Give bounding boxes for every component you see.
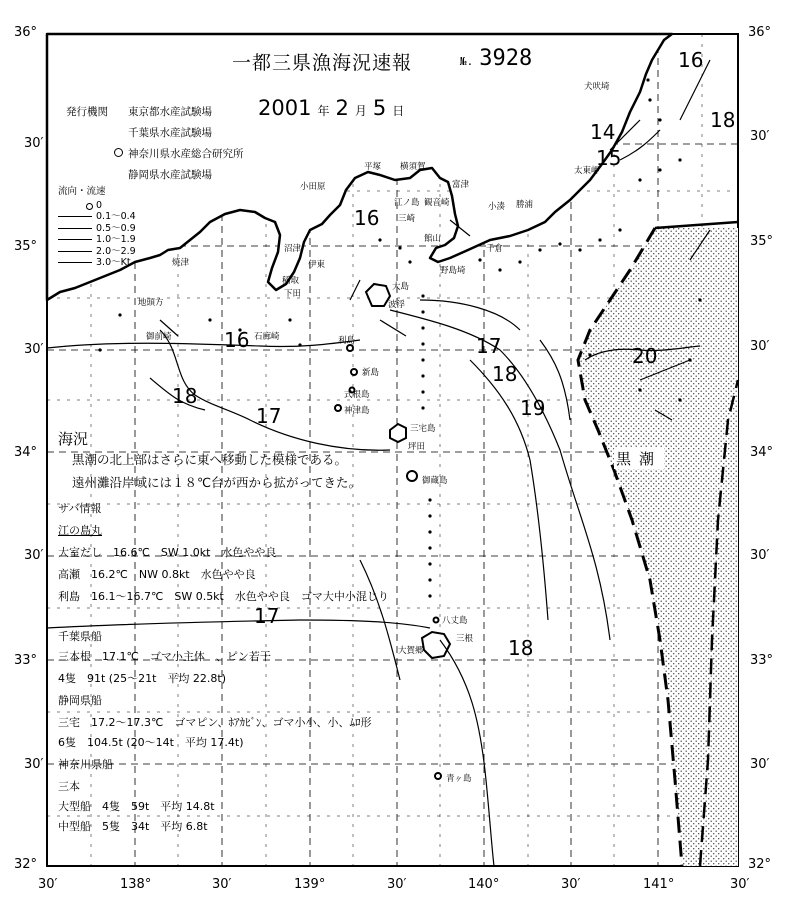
report-line: 遠州灘沿岸域には１８℃台が西から拡がってきた。 [72, 475, 362, 490]
lat-label-left-36: 36° [14, 25, 38, 40]
isotherm-label: 16 [354, 206, 380, 230]
place-label: 新島 [362, 368, 380, 378]
report-line: 中型船 5隻 34t 平均 6.8t [58, 820, 208, 833]
place-label: 江ノ島 [394, 198, 420, 208]
legend-value: 0.1～0.4 [96, 211, 136, 222]
isotherm-label: 17 [256, 404, 282, 428]
place-label: 坪田 [408, 442, 426, 452]
report-line: サバ情報 [58, 502, 102, 515]
place-label: 御前崎 [146, 332, 172, 342]
lon-label-141-30: 30′ [730, 877, 750, 892]
legend-value: 0.5～0.9 [96, 222, 136, 234]
lon-label-137-30: 30′ [38, 877, 58, 892]
place-label: 大島 [392, 282, 410, 292]
legend-row-0 [58, 200, 106, 212]
lat-label-right-32-30: 30′ [750, 757, 770, 772]
agency-tokyo: 東京都水産試験場 [128, 106, 212, 118]
place-label: 八丈島 [442, 616, 468, 626]
isotherm-label: 17 [476, 334, 502, 358]
report-line: 江の島丸 [58, 524, 102, 537]
lon-label-140-30: 30′ [561, 877, 581, 892]
place-label: 富津 [452, 180, 470, 190]
current-legend [58, 186, 136, 269]
circle-icon [114, 148, 123, 157]
place-label: 波浮 [388, 300, 406, 310]
report-line: 黒潮の北上部はさらに東へ移動した模様である。 [72, 452, 348, 467]
agency-kanagawa-label: 神奈川県水産総合研究所 [128, 148, 244, 160]
lon-label-139: 139° [294, 877, 326, 892]
lat-label-left-33: 33° [14, 653, 38, 668]
report-line: 大型船 4隻 59t 平均 14.8t [58, 800, 215, 813]
place-label: 館山 [424, 234, 442, 244]
place-label: 太東岬 [574, 166, 600, 176]
circle-icon [86, 203, 93, 210]
kuroshio-label: 黒潮 [616, 450, 663, 468]
place-label: 地頭方 [138, 298, 164, 308]
report-title: 一都三県漁海況速報 [232, 52, 413, 74]
lat-label-right-35-30: 30′ [750, 129, 770, 144]
lat-label-left-32: 32° [14, 857, 38, 872]
legend-value: 2.0～2.9 [96, 245, 136, 257]
lat-label-left-34: 34° [14, 445, 38, 460]
place-label: 沼津 [284, 244, 302, 254]
place-label: 野島埼 [440, 266, 466, 276]
place-label: 三根 [456, 634, 474, 644]
place-label: 小田原 [300, 182, 326, 192]
place-label: 利島 [338, 336, 356, 346]
report-line: 三本 [58, 780, 80, 793]
place-label: 石廊崎 [254, 332, 280, 342]
report-line: 三宅 17.2～17.3℃ ゴマピン、ﾎｱｶﾋﾞﾝ、ゴマ小小、小、ﾑﾛ形 [58, 716, 372, 729]
legend-row-5 [58, 257, 131, 269]
isotherm-label: 16 [678, 48, 704, 72]
islands [335, 284, 450, 779]
lat-label-right-34: 34° [750, 445, 774, 460]
legend-row-3 [58, 234, 136, 246]
date-year-unit: 年 [317, 104, 330, 118]
report-line: 千葉県船 [58, 630, 102, 643]
report-line: 4隻 91t (25～21t 平均 22.8t) [58, 672, 226, 685]
place-label: 式根島 [344, 390, 370, 400]
lon-label-141: 141° [643, 877, 675, 892]
isotherm-label: 19 [520, 396, 546, 420]
place-label: 平塚 [364, 162, 382, 172]
lat-label-right-32: 32° [748, 857, 772, 872]
lat-label-left-35-30: 30′ [24, 136, 44, 151]
lon-label-138: 138° [120, 877, 152, 892]
isotherm-label: 16 [224, 328, 250, 352]
date-month-unit: 月 [354, 104, 367, 118]
legend-row-1 [58, 211, 136, 223]
report-line: 6隻 104.5t (20～14t 平均 17.4t) [58, 736, 244, 749]
lat-label-right-35: 35° [750, 234, 774, 249]
place-label: 稲取 [282, 276, 300, 286]
arrow-icon [58, 262, 92, 263]
report-line: 大室だし 16.6℃ SW 1.0kt 水色やや良 [58, 546, 277, 559]
agency-kanagawa [128, 144, 244, 165]
arrow-icon [58, 228, 92, 229]
place-label: 伊東 [308, 260, 326, 270]
report-heading: 海況 [58, 430, 89, 448]
lat-label-right-36: 36° [748, 25, 772, 40]
date-day-unit: 日 [392, 104, 405, 118]
place-label: 青ヶ島 [446, 774, 472, 784]
place-label: 焼津 [172, 258, 190, 268]
lon-label-140: 140° [468, 877, 500, 892]
isotherm-label: 20 [632, 344, 658, 368]
isotherm-label: 15 [596, 146, 622, 170]
lat-label-left-33-30: 30′ [24, 548, 44, 563]
report-line: 利島 16.1～16.7℃ SW 0.5kt 水色やや良 ゴマ大中小混じり [58, 590, 389, 603]
isotherm-label: 18 [172, 384, 198, 408]
issue-number [460, 46, 532, 71]
report-line: 神奈川県船 [58, 758, 113, 771]
lat-label-right-33: 33° [750, 653, 774, 668]
place-label: 横須賀 [400, 162, 426, 172]
place-label: 神津島 [344, 406, 370, 416]
date-year: 2001 [258, 96, 312, 120]
lat-label-left-34-30: 30′ [24, 342, 44, 357]
place-label: 観音崎 [424, 198, 450, 208]
place-label: 下田 [284, 289, 302, 299]
place-label: 大賀郷 [398, 646, 424, 656]
date-month: 2 [335, 96, 349, 120]
isotherm-label: 18 [710, 108, 736, 132]
legend-row-4 [58, 245, 136, 258]
isotherm-label: 14 [590, 120, 616, 144]
place-label: 勝浦 [516, 200, 534, 210]
isotherm-label: 17 [254, 604, 280, 628]
lat-label-right-34-30: 30′ [750, 339, 770, 354]
issue-prefix: №. [460, 55, 474, 68]
lat-label-left-32-30: 30′ [24, 757, 44, 772]
arrow-icon [58, 239, 92, 240]
report-line: 静岡県船 [58, 694, 102, 707]
report-line: 高瀬 16.2℃ NW 0.8kt 水色やや良 [58, 568, 256, 581]
agency-shizuoka: 静岡県水産試験場 [128, 169, 212, 181]
lat-label-right-33-30: 30′ [750, 548, 770, 563]
isotherm-label: 18 [492, 362, 518, 386]
report-line: 三本根 17.1℃ ゴマ小主体 、ピン若干 [58, 650, 271, 663]
place-label: 御蔵島 [422, 476, 448, 486]
arrow-icon [58, 216, 92, 217]
lon-label-138-30: 30′ [212, 877, 232, 892]
date-day: 5 [372, 96, 387, 120]
lon-label-139-30: 30′ [387, 877, 407, 892]
issue-date [258, 96, 410, 120]
legend-value: 1.0～1.9 [96, 234, 136, 245]
place-label: 犬吠埼 [584, 82, 610, 92]
issue-number-value: 3928 [479, 46, 533, 71]
place-label: 三宅島 [410, 424, 436, 434]
legend-value: 0 [96, 199, 103, 211]
agency-chiba: 千葉県水産試験場 [128, 127, 212, 139]
place-label: 小湊 [488, 202, 506, 212]
place-label: 千倉 [486, 244, 504, 254]
legend-title: 流向・流速 [58, 186, 106, 197]
arrow-icon [58, 251, 92, 252]
legend-row-2 [58, 222, 136, 235]
legend-value: 3.0～Kt [96, 257, 131, 268]
isotherm-label: 18 [508, 636, 534, 660]
lat-label-left-35: 35° [14, 239, 38, 254]
place-label: 三崎 [398, 214, 416, 224]
agency-header: 発行機関 [66, 106, 108, 118]
